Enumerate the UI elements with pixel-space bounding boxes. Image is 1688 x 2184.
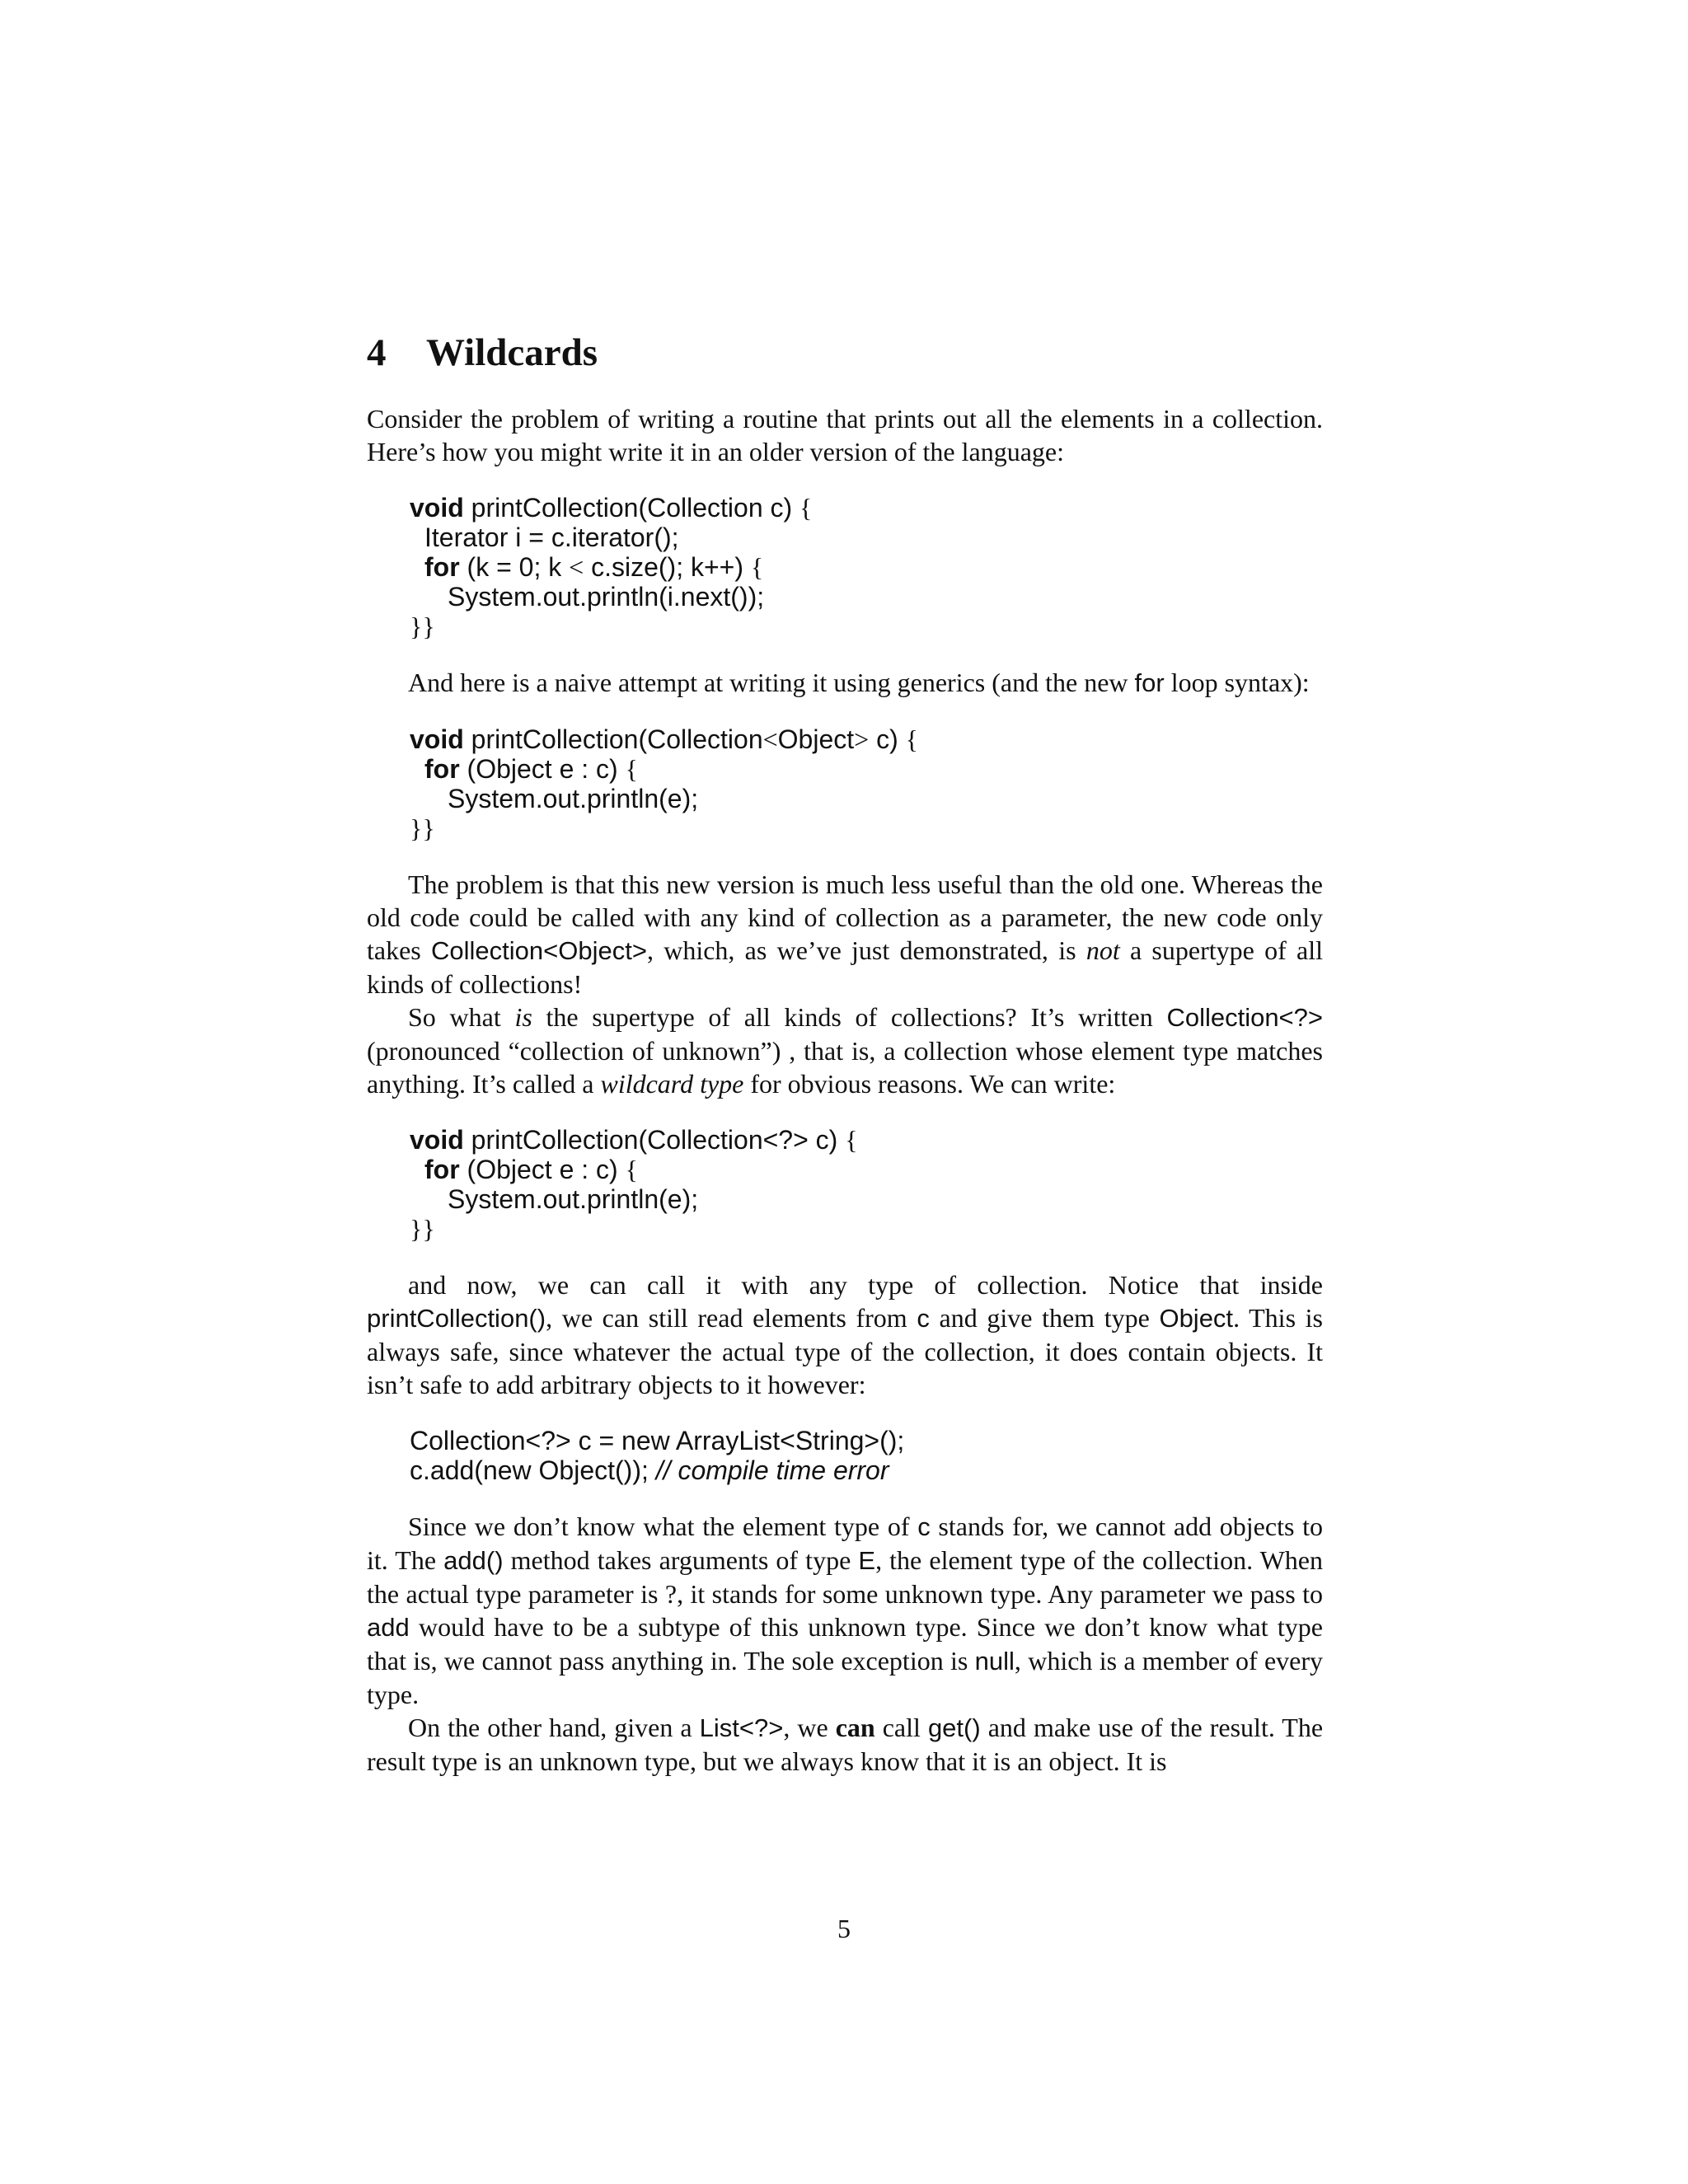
page-number: 5 xyxy=(837,1914,851,1943)
code-line: Collection<?> c = new ArrayList<String>(); xyxy=(410,1426,905,1455)
code-line: Iterator i = c.iterator(); xyxy=(424,523,679,552)
section-heading xyxy=(367,330,1323,376)
code-block-object-collection xyxy=(410,724,1323,843)
code-line: for (Object e : c) { xyxy=(424,754,638,784)
code-line: }} xyxy=(410,813,435,843)
paragraph-supertype: So what is the supertype of all kinds of collections? It’s written Collection<?> (pronounced “collection of unknown”) , that is, a collection whose element type matches anything. It’s called a wildcard type for obvious reasons. We can write: xyxy=(367,1002,1324,1099)
document-page xyxy=(367,330,1323,1778)
paragraph-problem: The problem is that this new version is much less useful than the old one. Whereas the old code could be called with any kind of collection as a parameter, the new code only takes Collection<Object>, which, as we’ve just demonstrated, is not a supertype of all kinds of collections! xyxy=(367,869,1324,999)
code-line: void printCollection(Collection<?> c) { xyxy=(410,1125,858,1155)
code-line: for (Object e : c) { xyxy=(424,1155,638,1184)
code-line: System.out.println(e); xyxy=(448,784,699,813)
section-title: Wildcards xyxy=(426,331,598,374)
code-line: System.out.println(i.next()); xyxy=(448,582,765,612)
code-line: }} xyxy=(410,612,435,641)
paragraph-intro: Consider the problem of writing a routine that prints out all the elements in a collection. Here’s how you might write it in an older version of the language: xyxy=(367,404,1323,466)
paragraph-list-get: On the other hand, given a List<?>, we can call get() and make use of the result. The result type is an unknown type, but we always know that it is an object. It is xyxy=(367,1713,1324,1776)
code-line: void printCollection(Collection c) { xyxy=(410,493,813,523)
code-line: System.out.println(e); xyxy=(448,1184,699,1214)
code-comment: // compile time error xyxy=(655,1455,889,1485)
code-line: }} xyxy=(410,1214,435,1244)
code-block-raw-collection xyxy=(410,493,1323,641)
paragraph-unknown-type: Since we don’t know what the element type of c stands for, we cannot add objects to it. The add() method takes arguments of type E, the element type of the collection. When the actual type parameter is ?, it stands for some unknown type. Any parameter we pass to add would have to be a subtype of this unknown type. Since we don’t know what type that is, we cannot pass anything in. The sole exception is null, which is a member of every type. xyxy=(367,1511,1324,1709)
paragraph-read-elements: and now, we can call it with any type of collection. Notice that inside printCollection(), we can still read elements from c and give them type Object. This is always safe, since whatever the actual type of the collection, it does contain objects. It isn’t safe to add arbitrary objects to it however: xyxy=(367,1270,1324,1399)
paragraph-generics-attempt: And here is a naive attempt at writing it using generics (and the new for loop syntax): xyxy=(408,668,1310,697)
code-block-add-error xyxy=(410,1426,1323,1485)
code-line: c.add(new Object()); // compile time error xyxy=(410,1455,889,1485)
code-line: for (k = 0; k < c.size(); k++) { xyxy=(424,552,764,582)
code-block-wildcard-collection xyxy=(410,1125,1323,1244)
code-line: void printCollection(Collection<Object> c) { xyxy=(410,724,918,754)
section-number: 4 xyxy=(367,331,387,374)
